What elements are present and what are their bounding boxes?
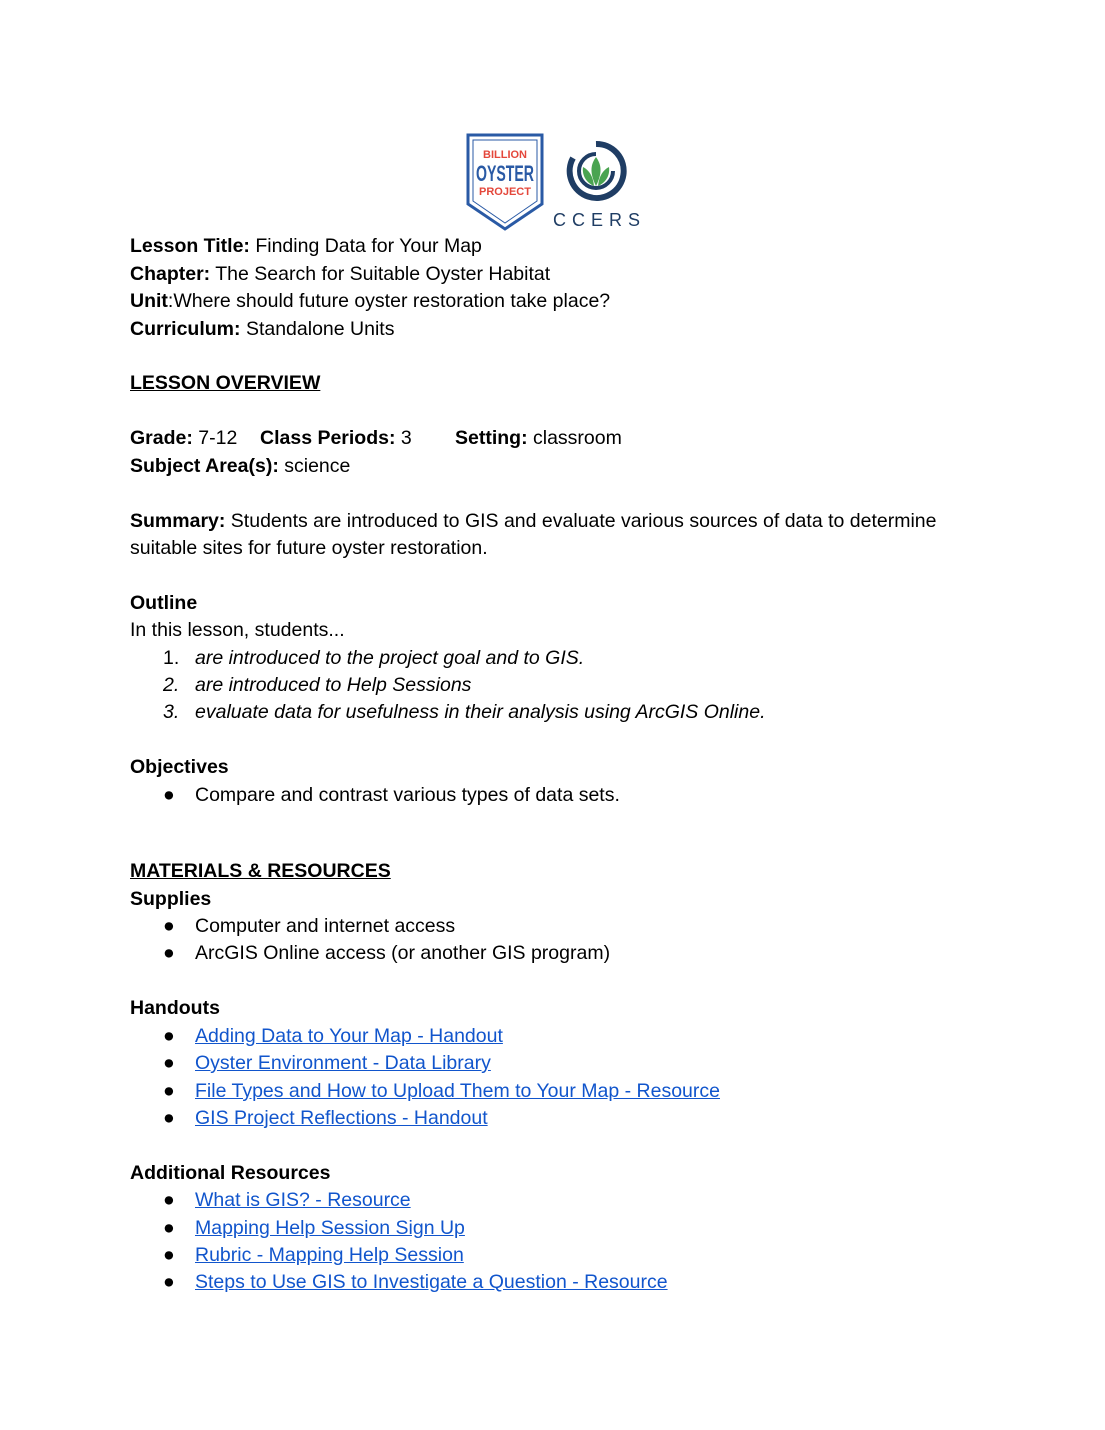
- resource-link[interactable]: Steps to Use GIS to Investigate a Question - Resource: [195, 1271, 668, 1293]
- resource-item: ● Steps to Use GIS to Investigate a Question - Resource: [163, 1271, 668, 1293]
- objective-item: ● Compare and contrast various types of data sets.: [163, 784, 620, 806]
- handout-item: ● Adding Data to Your Map - Handout: [163, 1025, 503, 1047]
- class-periods-value: 3: [400, 427, 412, 449]
- unit-line: Unit:Where should future oyster restoration take place?: [130, 290, 611, 312]
- resource-link[interactable]: What is GIS? - Resource: [195, 1189, 411, 1211]
- ccers-wordmark: CCERS: [553, 210, 647, 230]
- outline-item: 2. are introduced to Help Sessions: [163, 674, 472, 696]
- resource-link[interactable]: Mapping Help Session Sign Up: [195, 1217, 465, 1239]
- supply-item: ● Computer and internet access: [163, 915, 456, 937]
- lesson-overview-heading: LESSON OVERVIEW: [130, 372, 321, 394]
- subject-value: science: [284, 455, 351, 477]
- summary-paragraph: Summary: Students are introduced to GIS and evaluate various sources of data to determine suitable sites for future oyster restoration.: [130, 510, 937, 559]
- supply-item: ● ArcGIS Online access (or another GIS program): [163, 942, 611, 964]
- handouts-heading: Handouts: [130, 997, 220, 1019]
- objectives-heading: Objectives: [130, 756, 229, 778]
- grade-value: 7-12: [198, 427, 238, 449]
- resource-item: ● Rubric - Mapping Help Session: [163, 1244, 464, 1266]
- lesson-title-line: Lesson Title: Finding Data for Your Map: [130, 235, 482, 257]
- ccers-icon: [565, 140, 627, 202]
- handout-link[interactable]: File Types and How to Upload Them to Your Map - Resource: [195, 1080, 720, 1102]
- additional-resources-heading: Additional Resources: [130, 1162, 331, 1184]
- outline-item: 3. evaluate data for usefulness in their analysis using ArcGIS Online.: [163, 701, 766, 723]
- bop-logo-line-1: BILLION: [483, 149, 527, 161]
- bop-logo-line-2: OYSTER: [476, 161, 535, 186]
- resource-link[interactable]: Rubric - Mapping Help Session: [195, 1244, 464, 1266]
- resource-item: ● What is GIS? - Resource: [163, 1189, 411, 1211]
- materials-heading: MATERIALS & RESOURCES: [130, 860, 391, 882]
- handout-link[interactable]: Oyster Environment - Data Library: [195, 1052, 491, 1074]
- handout-item: ● File Types and How to Upload Them to Your Map - Resource: [163, 1080, 720, 1102]
- chapter-line: Chapter: The Search for Suitable Oyster Habitat: [130, 263, 551, 285]
- unit-value: :Where should future oyster restoration take place?: [167, 290, 611, 312]
- curriculum-value: Standalone Units: [245, 318, 395, 340]
- handout-link[interactable]: Adding Data to Your Map - Handout: [195, 1025, 503, 1047]
- summary-text: Students are introduced to GIS and evaluate various sources of data to determine suitable sites for future oyster restoration.: [130, 510, 937, 559]
- handout-item: ● GIS Project Reflections - Handout: [163, 1107, 488, 1129]
- outline-heading: Outline: [130, 592, 198, 614]
- curriculum-line: Curriculum: Standalone Units: [130, 318, 395, 340]
- subject-line: Subject Area(s): science: [130, 455, 351, 477]
- handout-item: ● Oyster Environment - Data Library: [163, 1052, 491, 1074]
- handout-link[interactable]: GIS Project Reflections - Handout: [195, 1107, 488, 1129]
- grade-periods-setting-line: Grade: 7-12 Class Periods: 3 Setting: classroom: [130, 427, 622, 449]
- supplies-heading: Supplies: [130, 888, 212, 910]
- chapter-value: The Search for Suitable Oyster Habitat: [215, 263, 551, 285]
- resource-item: ● Mapping Help Session Sign Up: [163, 1217, 465, 1239]
- bop-logo-line-3: PROJECT: [479, 186, 531, 198]
- outline-intro: In this lesson, students...: [130, 619, 345, 641]
- setting-value: classroom: [533, 427, 622, 449]
- lesson-title: Finding Data for Your Map: [255, 235, 482, 257]
- outline-item: 1. are introduced to the project goal and to GIS.: [163, 647, 585, 669]
